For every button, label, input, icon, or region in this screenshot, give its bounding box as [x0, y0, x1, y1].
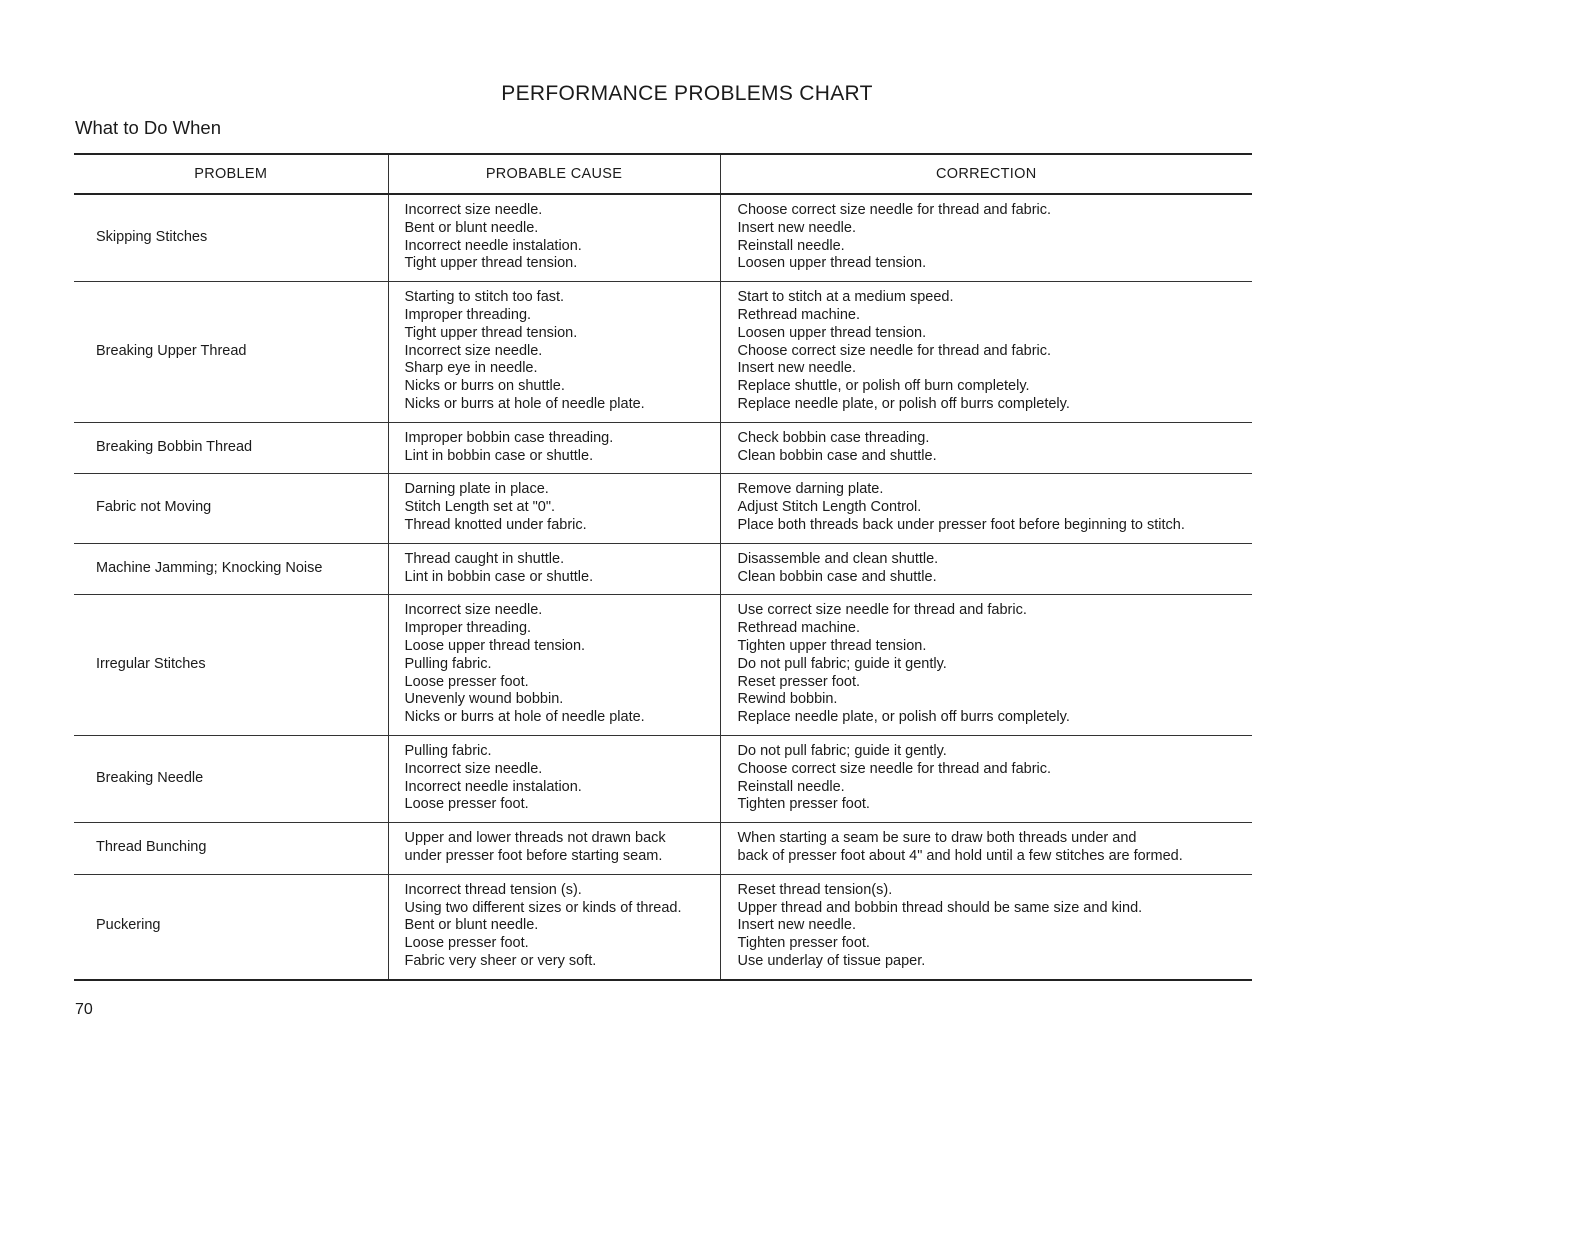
correction-line: Choose correct size needle for thread and fabric.: [737, 202, 1052, 218]
correction-line: Use correct size needle for thread and fabric.: [737, 602, 1027, 619]
correction-line: Rethread machine.: [737, 306, 861, 323]
correction-cell: [720, 874, 1252, 979]
cause-line: under presser foot before starting seam.: [404, 847, 663, 864]
cause-line: Improper threading.: [404, 306, 532, 323]
probable-cause-cell: [388, 595, 720, 736]
correction-line: Remove darning plate.: [737, 481, 884, 498]
correction-line: Upper thread and bobbin thread should be same size and kind.: [737, 899, 1143, 916]
correction-line: Insert new needle.: [737, 360, 856, 377]
correction-line: Choose correct size needle for thread and fabric.: [737, 760, 1052, 777]
cause-line: Incorrect size needle.: [404, 760, 543, 777]
cause-line: Improper threading.: [404, 620, 532, 637]
correction-line: Reinstall needle.: [737, 778, 845, 795]
correction-line: Tighten presser foot.: [737, 935, 870, 952]
cause-line: Lint in bobbin case or shuttle.: [404, 568, 594, 585]
correction-cell: [720, 194, 1252, 282]
cause-line: Starting to stitch too fast.: [404, 289, 565, 306]
problem-cell: Puckering: [74, 874, 388, 979]
cause-line: Nicks or burrs at hole of needle plate.: [404, 395, 645, 412]
cause-line: Incorrect size needle.: [404, 602, 543, 619]
correction-line: Place both threads back under presser foot before beginning to stitch.: [737, 516, 1185, 533]
header-problem: PROBLEM: [74, 154, 388, 194]
cause-line: Loose presser foot.: [404, 673, 529, 690]
problem-cell: Fabric not Moving: [74, 474, 388, 543]
probable-cause-cell: [388, 422, 720, 474]
probable-cause-cell: [388, 282, 720, 423]
correction-cell: [720, 543, 1252, 595]
cause-line: Sharp eye in needle.: [404, 360, 538, 377]
cause-line: Incorrect size needle.: [404, 342, 543, 359]
correction-line: Clean bobbin case and shuttle.: [737, 447, 937, 464]
correction-line: Disassemble and clean shuttle.: [737, 550, 939, 567]
page-number: 70: [75, 1001, 93, 1018]
cause-line: Bent or blunt needle.: [404, 219, 539, 236]
cause-line: Using two different sizes or kinds of thread.: [404, 899, 682, 916]
correction-line: Reset thread tension(s).: [737, 881, 893, 898]
performance-problems-table: [74, 153, 1252, 981]
probable-cause-cell: [388, 194, 720, 282]
correction-line: Rewind bobbin.: [737, 691, 838, 708]
cause-line: Loose upper thread tension.: [404, 637, 586, 654]
correction-line: Replace shuttle, or polish off burn completely.: [737, 378, 1030, 395]
page-title: PERFORMANCE PROBLEMS CHART: [501, 82, 873, 105]
cause-line: Loose presser foot.: [404, 796, 529, 813]
correction-line: Tighten upper thread tension.: [737, 637, 927, 654]
correction-line: Start to stitch at a medium speed.: [737, 289, 954, 306]
correction-line: Insert new needle.: [737, 219, 856, 236]
correction-line: Choose correct size needle for thread and fabric.: [737, 342, 1052, 359]
table-row: [74, 735, 1252, 822]
cause-line: Improper bobbin case threading.: [404, 429, 614, 446]
cause-line: Unevenly wound bobbin.: [404, 691, 564, 708]
correction-line: Check bobbin case threading.: [737, 429, 930, 446]
problem-cell: Breaking Bobbin Thread: [74, 422, 388, 474]
correction-cell: [720, 823, 1252, 875]
probable-cause-cell: [388, 735, 720, 822]
correction-line: Clean bobbin case and shuttle.: [737, 568, 937, 585]
cause-line: Lint in bobbin case or shuttle.: [404, 447, 594, 464]
correction-cell: [720, 282, 1252, 423]
table-row: [74, 543, 1252, 595]
cause-line: Thread caught in shuttle.: [404, 550, 565, 567]
correction-line: Rethread machine.: [737, 620, 861, 637]
correction-cell: [720, 735, 1252, 822]
cause-line: Darning plate in place.: [404, 481, 549, 498]
cause-line: Incorrect thread tension (s).: [404, 881, 582, 898]
cause-line: Pulling fabric.: [404, 655, 492, 672]
cause-line: Stitch Length set at "0".: [404, 499, 556, 516]
section-subtitle: What to Do When: [75, 117, 222, 138]
correction-line: Insert new needle.: [737, 917, 856, 934]
correction-cell: [720, 595, 1252, 736]
cause-line: Nicks or burrs on shuttle.: [404, 378, 565, 395]
cause-line: Loose presser foot.: [404, 935, 529, 952]
probable-cause-cell: [388, 874, 720, 979]
correction-cell: [720, 474, 1252, 543]
cause-line: Incorrect needle instalation.: [404, 778, 582, 795]
correction-line: Reset presser foot.: [737, 673, 860, 690]
correction-line: Replace needle plate, or polish off burrs completely.: [737, 395, 1070, 412]
table-row: [74, 823, 1252, 875]
cause-line: Tight upper thread tension.: [404, 324, 578, 341]
probable-cause-cell: [388, 543, 720, 595]
correction-line: Reinstall needle.: [737, 237, 845, 254]
problem-cell: Breaking Upper Thread: [74, 282, 388, 423]
probable-cause-cell: [388, 823, 720, 875]
cause-line: Incorrect size needle.: [404, 202, 543, 218]
problem-cell: Breaking Needle: [74, 735, 388, 822]
correction-line: Adjust Stitch Length Control.: [737, 499, 922, 516]
table-row: [74, 874, 1252, 979]
table-row: [74, 194, 1252, 282]
header-correction: CORRECTION: [720, 154, 1252, 194]
correction-line: Use underlay of tissue paper.: [737, 952, 926, 969]
cause-line: Fabric very sheer or very soft.: [404, 952, 597, 969]
correction-line: Tighten presser foot.: [737, 796, 870, 813]
problem-cell: Thread Bunching: [74, 823, 388, 875]
cause-line: Incorrect needle instalation.: [404, 237, 582, 254]
correction-line: back of presser foot about 4" and hold until a few stitches are formed.: [737, 847, 1183, 864]
cause-line: Pulling fabric.: [404, 742, 492, 759]
cause-line: Tight upper thread tension.: [404, 255, 578, 272]
table-row: [74, 474, 1252, 543]
table-row: [74, 282, 1252, 423]
header-probable-cause: PROBABLE CAUSE: [388, 154, 720, 194]
cause-line: Nicks or burrs at hole of needle plate.: [404, 709, 645, 726]
header-row: [74, 154, 1252, 194]
correction-line: Replace needle plate, or polish off burrs completely.: [737, 709, 1070, 726]
correction-line: Do not pull fabric; guide it gently.: [737, 742, 947, 759]
table-row: [74, 595, 1252, 736]
correction-line: When starting a seam be sure to draw both threads under and: [737, 830, 1137, 847]
cause-line: Upper and lower threads not drawn back: [404, 830, 666, 847]
problem-cell: Irregular Stitches: [74, 595, 388, 736]
correction-line: Do not pull fabric; guide it gently.: [737, 655, 947, 672]
table-row: [74, 422, 1252, 474]
problem-cell: Machine Jamming; Knocking Noise: [74, 543, 388, 595]
probable-cause-cell: [388, 474, 720, 543]
problem-cell: Skipping Stitches: [74, 194, 388, 282]
correction-cell: [720, 422, 1252, 474]
cause-line: Bent or blunt needle.: [404, 917, 539, 934]
correction-line: Loosen upper thread tension.: [737, 255, 927, 272]
correction-line: Loosen upper thread tension.: [737, 324, 927, 341]
cause-line: Thread knotted under fabric.: [404, 516, 587, 533]
